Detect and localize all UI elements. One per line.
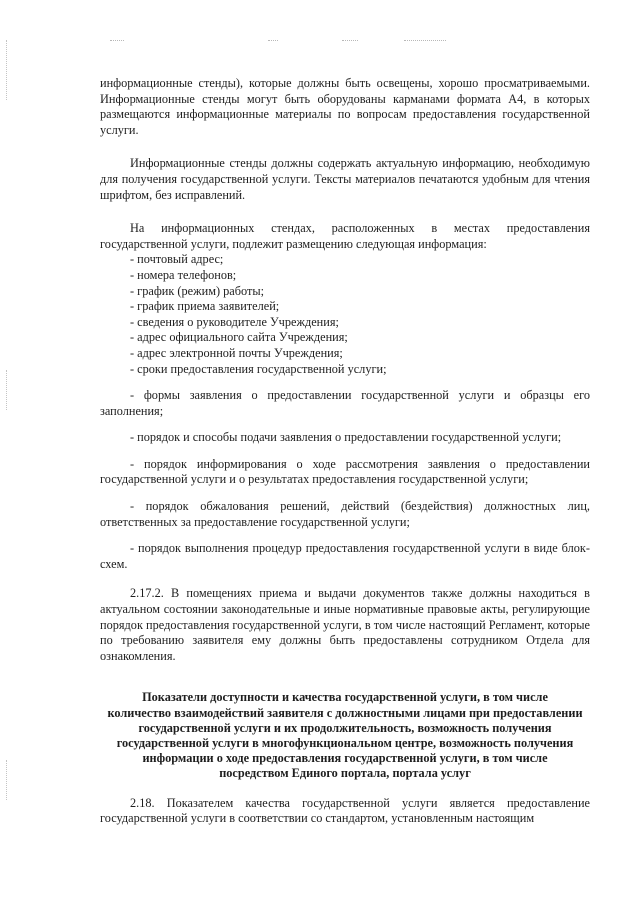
section-heading — [100, 690, 590, 781]
list-item: - почтовый адрес; — [130, 252, 224, 267]
list-item: - порядок и способы подачи заявления о предоставлении государственной услуги; — [130, 430, 562, 445]
heading-line: информации о ходе предоставления государственной услуги, в том числе — [142, 751, 548, 766]
scan-artifact — [342, 40, 358, 42]
document-body — [100, 76, 590, 827]
scan-artifact — [268, 40, 278, 42]
paragraph-2-17-2: 2.17.2. В помещениях приема и выдачи документов также должны находиться в актуальном состоянии законодательные и иные нормативные правовые акты, регулирующие порядок предоставления государственной услуги, в том числе настоящий Регламент, которые по требованию заявителя ему должны быть предоставлены сотрудником Отдела для ознакомления. — [100, 586, 590, 663]
list-item: - адрес официального сайта Учреждения; — [130, 330, 348, 345]
scan-artifact — [6, 760, 8, 800]
scan-artifact — [6, 370, 8, 410]
list-item: - адрес электронной почты Учреждения; — [130, 345, 343, 360]
scan-artifact — [110, 40, 124, 42]
scan-artifact — [404, 40, 446, 42]
heading-line: государственной услуги в многофункциональном центре, возможность получения — [116, 736, 574, 751]
heading-line: государственной услуги и их продолжительность, возможность получения — [138, 720, 552, 735]
list-item: - сведения о руководителе Учреждения; — [130, 314, 339, 329]
heading-line: Показатели доступности и качества государственной услуги, в том числе — [142, 690, 548, 705]
list-item: - порядок выполнения процедур предоставления государственной услуги в виде блок-схем. — [100, 541, 590, 571]
paragraph-stands-lighting: информационные стенды), которые должны быть освещены, хорошо просматриваемыми. Информационные стенды могут быть оборудованы карманами формата А4, в которых размещаются информационные материалы по вопросам предоставления государственной услуги. — [100, 76, 590, 137]
list-item: - порядок обжалования решений, действий (бездействия) должностных лиц, ответственных за предоставление государственной услуги; — [100, 499, 590, 529]
heading-line: количество взаимодействий заявителя с должностными лицами при предоставлении — [107, 705, 583, 720]
list-item: - график (режим) работы; — [130, 283, 265, 298]
list-item: - номера телефонов; — [130, 267, 237, 282]
paragraph-stands-info-intro: На информационных стендах, расположенных в местах предоставления государственной услуги, подлежит размещению следующая информация: — [100, 221, 590, 251]
list-item: - график приема заявителей; — [130, 299, 280, 314]
list-item: - порядок информирования о ходе рассмотрения заявления о предоставлении государственной услуги и о результатах предоставления государственной услуги; — [100, 456, 590, 487]
paragraph-stands-content: Информационные стенды должны содержать актуальную информацию, необходимую для получения государственной услуги. Тексты материалов печатаются удобным для чтения шрифтом, без исправлений. — [100, 156, 590, 202]
scan-artifact — [6, 40, 8, 100]
paragraph-2-18: 2.18. Показателем качества государственной услуги является предоставление государственной услуги в соответствии со стандартом, установленным настоящим — [100, 795, 590, 826]
info-list — [100, 252, 590, 377]
list-item: - формы заявления о предоставлении государственной услуги и образцы его заполнения; — [100, 388, 590, 418]
list-item: - сроки предоставления государственной услуги; — [130, 361, 387, 376]
heading-line: посредством Единого портала, портала услуг — [219, 766, 471, 781]
